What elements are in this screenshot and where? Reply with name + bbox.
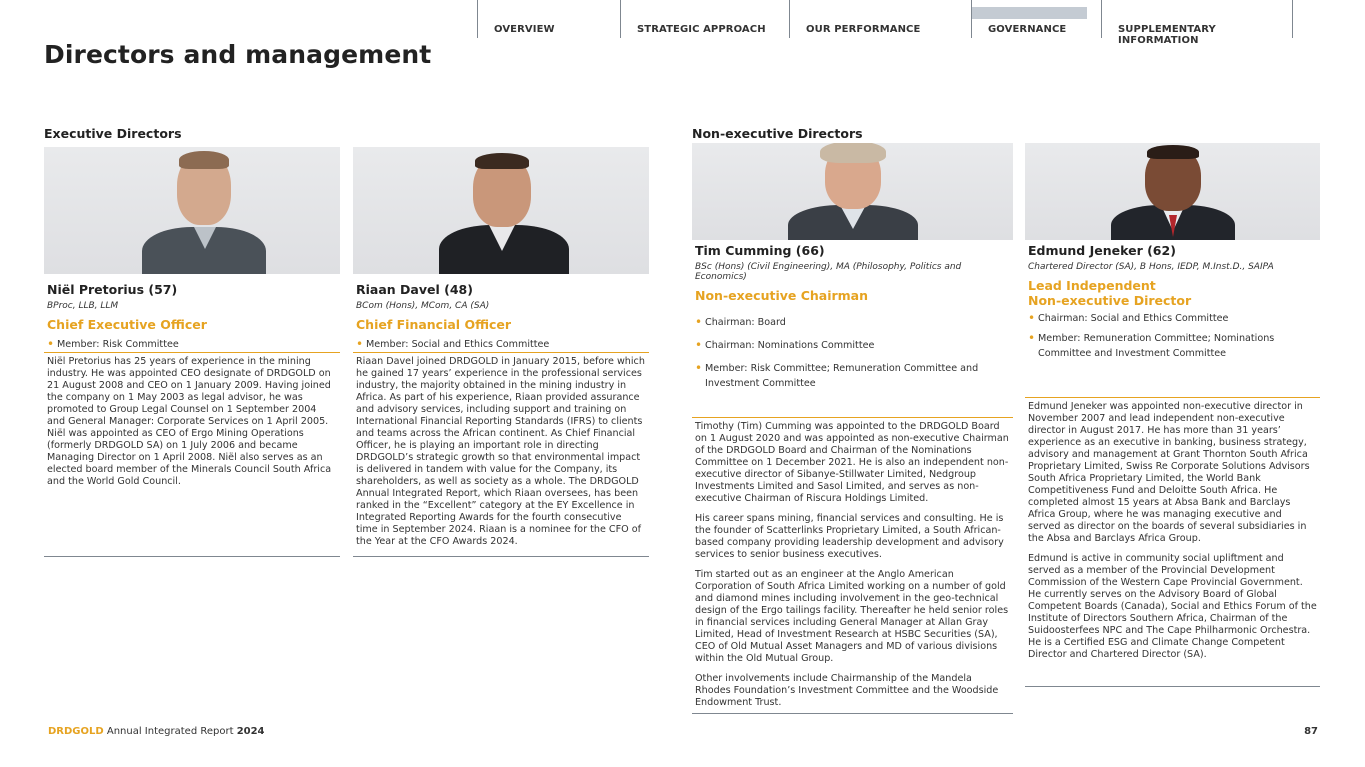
page-number: 87: [1304, 726, 1318, 737]
director-role: Chief Executive Officer: [47, 317, 207, 332]
nav-strategic-approach-label: STRATEGIC APPROACH: [637, 24, 766, 35]
bio-paragraph: Timothy (Tim) Cumming was appointed to the DRDGOLD Board on 1 August 2020 and was appointed as non-executive Chairman of the DRDGOLD Board and Chairman of the Nominations Committee on 1 December 2021. He is also an independent non-executive director of Sibanye-Stillwater Limited, Nedgroup Investments Limited and Sasol Limited, and serves as non-executive Chairman of Riscura Holdings Limited.: [695, 421, 1009, 504]
committee-item: • Chairman: Nominations Committee: [695, 338, 1013, 353]
nav-our-performance[interactable]: [789, 0, 971, 38]
director-name: Tim Cumming (66): [695, 243, 825, 258]
director-card-pretorius: [44, 147, 340, 557]
director-role-line: Lead Independent: [1028, 278, 1156, 293]
director-role: Chief Financial Officer: [356, 317, 512, 332]
director-qualifications: Chartered Director (SA), B Hons, IEDP, M.Inst.D., SAIPA: [1028, 262, 1274, 272]
nav-our-performance-label: OUR PERFORMANCE: [806, 24, 921, 35]
active-tab-indicator: [972, 7, 1087, 19]
committee-item: • Member: Risk Committee: [47, 337, 340, 352]
nav-governance[interactable]: [971, 0, 1101, 38]
committee-item: • Chairman: Board: [695, 315, 1013, 330]
director-card-jeneker: [1025, 143, 1320, 687]
page-title: Directors and management: [44, 40, 432, 69]
director-photo-davel: [353, 147, 649, 274]
director-qualifications: BCom (Hons), MCom, CA (SA): [356, 301, 490, 311]
director-role-line: Non-executive Director: [1028, 293, 1192, 308]
committee-item: • Member: Remuneration Committee; Nominations Committee and Investment Committee: [1028, 331, 1320, 361]
footer-year: 2024: [236, 726, 265, 737]
committee-list: [692, 315, 1013, 417]
bio-paragraph: His career spans mining, financial services and consulting. He is the founder of Scatterlinks Proprietary Limited, a South African-based company providing leadership development and advisory services to senior business executives.: [695, 513, 1004, 560]
top-navigation: [477, 0, 1293, 46]
bio-paragraph: Tim started out as an engineer at the Anglo American Corporation of South Africa Limited working on a number of gold and diamond mines including involvement in the geo-technical design of the Ergo tailings facility. Thereafter he held senior roles in financial services including General Manager at Allan Gray Limited, Head of Investment Research at HSBC Securities (SA), CEO of Old Mutual Asset Managers and MD of various divisions within the Old Mutual Group.: [695, 569, 1009, 664]
director-bio: [1025, 397, 1320, 687]
committee-list: [353, 337, 649, 352]
committee-list: [44, 337, 340, 352]
executive-directors-heading: Executive Directors: [44, 126, 182, 141]
director-photo-cumming: [692, 143, 1013, 240]
director-photo-pretorius: [44, 147, 340, 274]
nav-supplementary-information-label: SUPPLEMENTARY INFORMATION: [1118, 24, 1216, 46]
director-photo-jeneker: [1025, 143, 1320, 240]
director-name: Edmund Jeneker (62): [1028, 243, 1176, 258]
footer-brand: DRDGOLD: [48, 726, 104, 737]
director-bio: [44, 352, 340, 557]
director-bio: [353, 352, 649, 557]
director-qualifications: BSc (Hons) (Civil Engineering), MA (Philosophy, Politics and Economics): [695, 262, 962, 282]
bio-paragraph: Edmund is active in community social upliftment and served as a member of the Provincial Development Commission of the Western Cape Provincial Government. He currently serves on the Advisory Board of Global Competent Boards (Canada), Social and Ethics Forum of the Institute of Directors Southern Africa, Chairman of the Suidoosterfees NPC and The Cape Philharmonic Orchestra. He is a Certified ESG and Climate Change Competent Director and Chartered Director (SA).: [1028, 553, 1317, 660]
director-card-cumming: [692, 143, 1013, 714]
nav-strategic-approach[interactable]: [620, 0, 789, 38]
footer-report-title: Annual Integrated Report: [103, 726, 237, 737]
director-role: Non-executive Chairman: [695, 288, 869, 303]
bio-paragraph: Other involvements include Chairmanship of the Mandela Rhodes Foundation’s Investment Committee and the Woodside Endowment Trust.: [695, 673, 999, 708]
committee-item: • Chairman: Social and Ethics Committee: [1028, 311, 1320, 326]
nav-governance-label: GOVERNANCE: [988, 24, 1067, 35]
director-role: [1025, 278, 1320, 308]
committee-item: • Member: Risk Committee; Remuneration Committee and Investment Committee: [695, 361, 1013, 391]
director-bio: [692, 417, 1013, 714]
footer: [48, 726, 265, 737]
nav-overview[interactable]: [477, 0, 620, 38]
bio-paragraph: Niël Pretorius has 25 years of experience in the mining industry. He was appointed CEO designate of DRDGOLD on 21 August 2008 and CEO on 1 January 2009. Having joined the company on 1 May 2003 as legal advisor, he was promoted to Group Legal Counsel on 1 September 2004 and General Manager: Corporate Services on 1 April 2005. Niël was appointed as CEO of Ergo Mining Operations (formerly DRDGOLD SA) on 1 July 2006 and became Managing Director on 1 April 2008. Niël also serves as an elected board member of the Minerals Council South Africa and the World Gold Council.: [47, 356, 332, 487]
nav-supplementary-information[interactable]: [1101, 0, 1293, 46]
director-name: Niël Pretorius (57): [47, 282, 178, 297]
bio-paragraph: Edmund Jeneker was appointed non-executive director in November 2007 and lead independent non-executive director in August 2017. He has more than 31 years’ experience as an executive in banking, business strategy, advisory and management at Grant Thornton South Africa Proprietary Limited, Swiss Re Corporate Solutions Advisors South Africa Proprietary Limited, the World Bank Competitiveness Fund and Deloitte South Africa. He completed almost 15 years at Absa Bank and Barclays Africa Group, where he was managing executive and served as director on the boards of several subsidiaries in the Absa and Barclays Africa Group.: [1028, 401, 1310, 544]
committee-list: [1025, 311, 1320, 397]
nav-overview-label: OVERVIEW: [494, 24, 555, 35]
director-name: Riaan Davel (48): [356, 282, 473, 297]
director-card-davel: [353, 147, 649, 557]
bio-paragraph: Riaan Davel joined DRDGOLD in January 2015, before which he gained 17 years’ experience in the professional services industry, the majority obtained in the mining industry in Africa. As part of his experience, Riaan provided assurance and advisory services, including support and training on International Financial Reporting Standards (IFRS) to clients and teams across the African continent. As Chief Financial Officer, he is playing an important role in directing DRDGOLD’s strategic growth so that environmental impact is delivered in tandem with value for the Company, its shareholders, as well as society as a whole. The DRDGOLD Annual Integrated Report, which Riaan oversees, has been ranked in the “Excellent” category at the EY Excellence in Integrated Reporting Awards for the fourth consecutive time in September 2024. Riaan is a nominee for the CFO of the Year at the CFO Awards 2024.: [356, 356, 645, 547]
non-executive-directors-heading: Non-executive Directors: [692, 126, 863, 141]
committee-item: • Member: Social and Ethics Committee: [356, 337, 649, 352]
director-qualifications: BProc, LLB, LLM: [47, 301, 119, 311]
